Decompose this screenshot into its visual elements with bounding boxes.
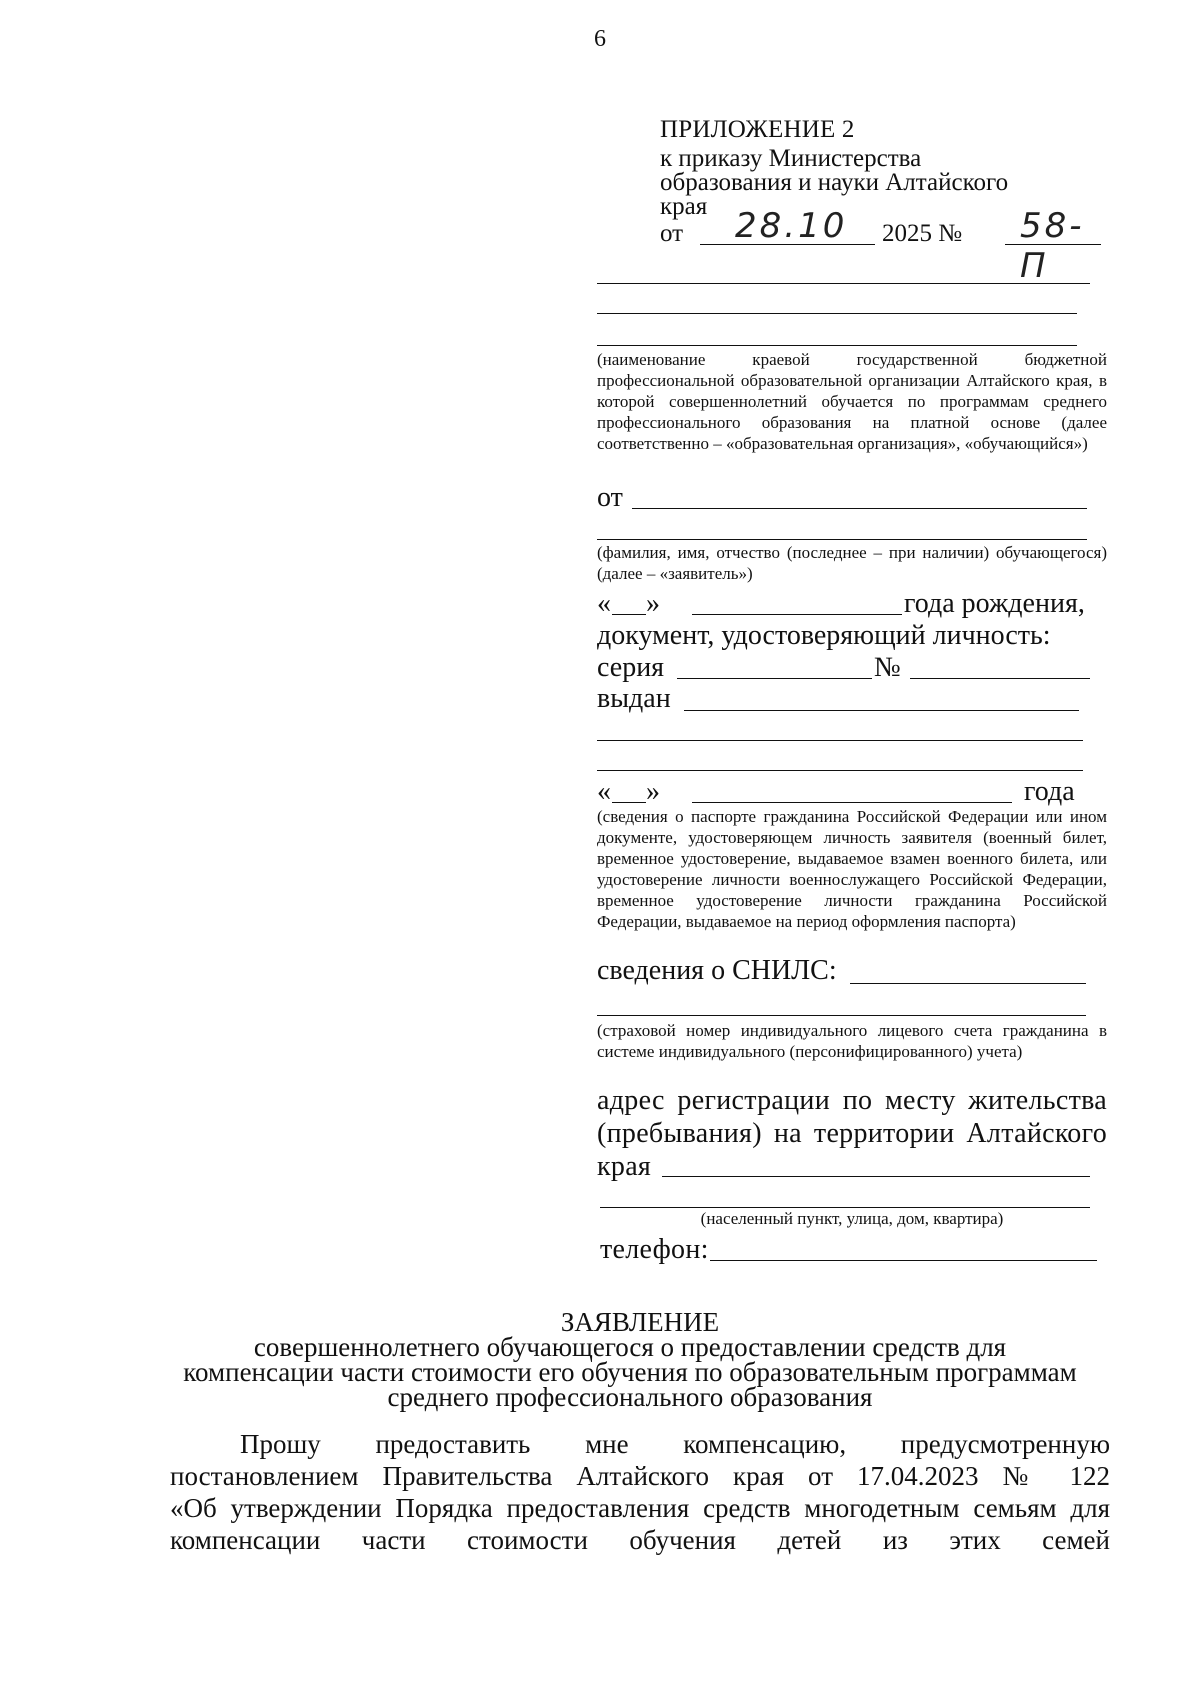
number-label: № bbox=[874, 652, 901, 683]
fio-caption: (фамилия, имя, отчество (последнее – при наличии) обучающегося) (далее – «заявитель») bbox=[597, 543, 1107, 583]
birth-quote-close: » bbox=[646, 588, 660, 619]
handwritten-number: 58-П bbox=[1020, 206, 1085, 286]
body-line-4: компенсации части стоимости обучения детей из этих семей bbox=[170, 1525, 1110, 1555]
address-last-word: края bbox=[597, 1151, 652, 1182]
date-prefix: от bbox=[660, 220, 684, 247]
year-and-number-label: 2025 № bbox=[882, 220, 963, 247]
statement-title: ЗАЯВЛЕНИЕ bbox=[560, 1307, 720, 1337]
birth-day-line bbox=[612, 614, 646, 615]
number-line bbox=[910, 678, 1090, 679]
org-name-line-2 bbox=[597, 313, 1077, 314]
snils-label: сведения о СНИЛС: bbox=[597, 955, 837, 986]
appendix-line-2: образования и науки Алтайского bbox=[660, 169, 1009, 196]
appendix-title: ПРИЛОЖЕНИЕ 2 bbox=[660, 116, 855, 143]
address-line-1 bbox=[662, 1176, 1090, 1177]
snils-caption: (страховой номер индивидуального лицевого счета гражданина в системе индивидуального (персонифицированного) учета) bbox=[597, 1021, 1107, 1061]
phone-label: телефон: bbox=[600, 1234, 709, 1265]
passport-caption: (сведения о паспорте гражданина Российской Федерации или ином документе, удостоверяющем личность заявителя (военный билет, временное удостоверение, выдаваемое взамен военного билета, или удостоверение личности военнослужащего Российской Федерации, временное удостоверение личности гражданина Российской Федерации, выдаваемое на период оформления паспорта) bbox=[597, 807, 1107, 931]
issued-quote-open: « bbox=[597, 776, 611, 807]
birth-quote-open: « bbox=[597, 588, 611, 619]
org-name-line-1 bbox=[597, 283, 1090, 284]
address-label: адрес регистрации по месту жительства (пребывания) на территории Алтайского bbox=[597, 1085, 1107, 1149]
body-line-2: постановлением Правительства Алтайского края от 17.04.2023 № 122 bbox=[170, 1461, 1110, 1491]
issued-year-suffix: года bbox=[1024, 776, 1075, 807]
issued-quote-close: » bbox=[646, 776, 660, 807]
appendix-line-3: края bbox=[660, 193, 708, 220]
body-line-1: Прошу предоставить мне компенсацию, предусмотренную bbox=[240, 1429, 1110, 1459]
org-name-caption: (наименование краевой государственной бюджетной профессиональной образовательной организации Алтайского края, в которой совершеннолетний обучается по программам среднего профессионального образования на платной основе (далее соответственно – «образовательная организация», «обучающийся») bbox=[597, 350, 1107, 453]
issued-label: выдан bbox=[597, 683, 671, 714]
issued-line-1 bbox=[684, 710, 1079, 711]
handwritten-date: 28.10 bbox=[735, 206, 848, 246]
issued-line-2 bbox=[597, 740, 1083, 741]
from-label: от bbox=[597, 482, 623, 513]
appendix-line-1: к приказу Министерства bbox=[660, 145, 922, 172]
phone-line bbox=[710, 1260, 1097, 1261]
fio-line-2 bbox=[597, 539, 1087, 540]
birth-year-suffix: года рождения, bbox=[904, 588, 1085, 619]
issued-date-line bbox=[692, 802, 1012, 803]
statement-subtitle-2: компенсации части стоимости его обучения по образовательным программам bbox=[183, 1357, 1077, 1387]
series-line bbox=[677, 678, 872, 679]
org-name-line-3 bbox=[597, 345, 1077, 346]
series-label: серия bbox=[597, 652, 665, 683]
statement-subtitle-1: совершеннолетнего обучающегося о предоставлении средств для bbox=[253, 1332, 1007, 1362]
issued-day-line bbox=[612, 802, 646, 803]
snils-line-2 bbox=[597, 1015, 1086, 1016]
issued-line-3 bbox=[597, 770, 1083, 771]
address-caption: (населенный пункт, улица, дом, квартира) bbox=[700, 1209, 1004, 1228]
body-line-3: «Об утверждении Порядка предоставления средств многодетным семьям для bbox=[170, 1493, 1110, 1523]
page-number: 6 bbox=[594, 26, 606, 52]
statement-subtitle-3: среднего профессионального образования bbox=[387, 1382, 873, 1412]
birth-month-line bbox=[692, 614, 902, 615]
from-line bbox=[632, 508, 1087, 509]
snils-line-1 bbox=[850, 983, 1086, 984]
identity-document-label: документ, удостоверяющий личность: bbox=[597, 620, 1051, 651]
